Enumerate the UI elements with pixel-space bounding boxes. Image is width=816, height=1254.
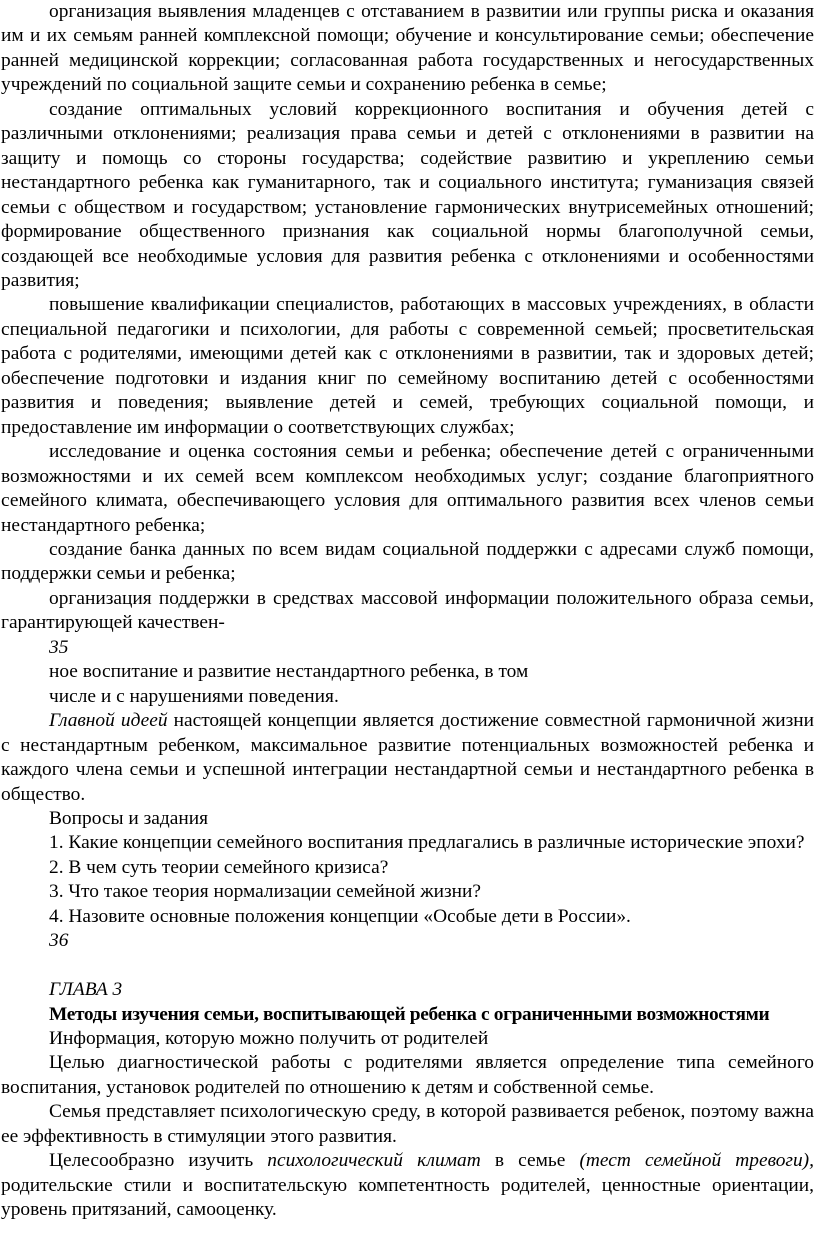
- blank-line: [1, 954, 814, 978]
- final-italic-2: (тест семейной тревоги),: [579, 1150, 814, 1172]
- main-idea-text: настоящей концепции является достижение совместной гармоничной жизни с нестандартным ребенком, максимальное развитие потенциальных возможностей ребенка и каждого члена семьи и успешной интеграции нестандартной семьи и нестандартного ребенка в общество.: [1, 710, 815, 805]
- paragraph-optimal-conditions: создание оптимальных условий коррекционного воспитания и обучения детей с различными отклонениями; реализация права семьи и детей с отклонениями в развитии на защиту и помощь со стороны государства; содействие развитию и укреплению семьи нестандартного ребенка как гуманитарного, так и социального института; гуманизация связей семьи с обществом и государством; установление гармонических внутрисемейных отношений; формирование общественного признания как социальной нормы благополучной семьи, создающей все необходимые условия для развития ребенка с отклонениями и особенностями развития;: [1, 98, 814, 291]
- paragraph-diagnostic-goal: Целью диагностической работы с родителями является определение типа семейного воспитания, установок родителей по отношению к детям и собственной семье.: [1, 1052, 814, 1098]
- question-item: 4. Назовите основные положения концепции «Особые дети в России».: [49, 905, 631, 927]
- question-item: 3. Что такое теория нормализации семейной жизни?: [49, 881, 481, 903]
- paragraph-family-environment: Семья представляет психологическую среду, в которой развивается ребенок, поэтому важна ее эффективность в стимуляции этого развития.: [1, 1101, 814, 1147]
- question-item: 2. В чем суть теории семейного кризиса?: [49, 856, 389, 878]
- paragraph-main-idea: [1, 709, 814, 807]
- chapter-label: ГЛАВА 3: [49, 979, 123, 1001]
- paragraph-data-bank: создание банка данных по всем видам социальной поддержки с адресами служб помощи, поддержки семьи и ребенка;: [1, 538, 814, 585]
- page-number: 36: [49, 930, 69, 952]
- paragraph-assessment: исследование и оценка состояния семьи и ребенка; обеспечение детей с ограниченными возможностями и их семей всем комплексом необходимых услуг; создание благоприятного семейного климата, обеспечивающего условия для оптимального развития всех членов семьи нестандартного ребенка;: [1, 441, 814, 536]
- final-text-3: родительские стили и воспитательскую компетентность родителей, ценностные ориентации, уровень притязаний, самооценку.: [1, 1174, 814, 1221]
- paragraph-qualification: повышение квалификации специалистов, работающих в массовых учреждениях, в области специальной педагогики и психологии, для работы с современной семьей; просветительская работа с родителями, имеющими детей как с отклонениями в развитии, так и здоровых детей; обеспечение подготовки и издания книг по семейному воспитанию детей с особенностями развития и поведения; выявление детей и семей, требующих социальной помощи, и предоставление им информации о соответствующих службах;: [1, 294, 814, 438]
- question-item: 1. Какие концепции семейного воспитания предлагались в различные исторические эпохи?: [49, 832, 805, 854]
- questions-title: Вопросы и задания: [49, 807, 208, 829]
- continuation-line: числе и с нарушениями поведения.: [49, 685, 339, 707]
- final-italic-1: психологический климат: [267, 1150, 481, 1172]
- final-text-2: в семье: [480, 1150, 580, 1172]
- section-title: Информация, которую можно получить от родителей: [49, 1028, 489, 1050]
- continuation-line: ное воспитание и развитие нестандартного ребенка, в том: [49, 661, 529, 683]
- paragraph-early-help: организация выявления младенцев с отставанием в развитии или группы риска и оказания им и их семьям ранней комплексной помощи; обучение и консультирование семьи; обеспечение ранней медицинской коррекции; согласованная работа государственных и негосударственных учреждений по социальной защите семьи и сохранению ребенка в семье;: [1, 1, 814, 96]
- main-idea-lead: Главной идеей: [49, 710, 168, 732]
- page-number: 35: [49, 636, 69, 658]
- paragraph-study-recommendation: [1, 1149, 814, 1222]
- chapter-title: Методы изучения семьи, воспитывающей ребенка с ограниченными возможностями: [49, 1003, 770, 1025]
- final-text-1: Целесообразно изучить: [49, 1150, 268, 1172]
- paragraph-media-support: организация поддержки в средствах массовой информации положительного образа семьи, гарантирующей качествен-: [1, 587, 814, 634]
